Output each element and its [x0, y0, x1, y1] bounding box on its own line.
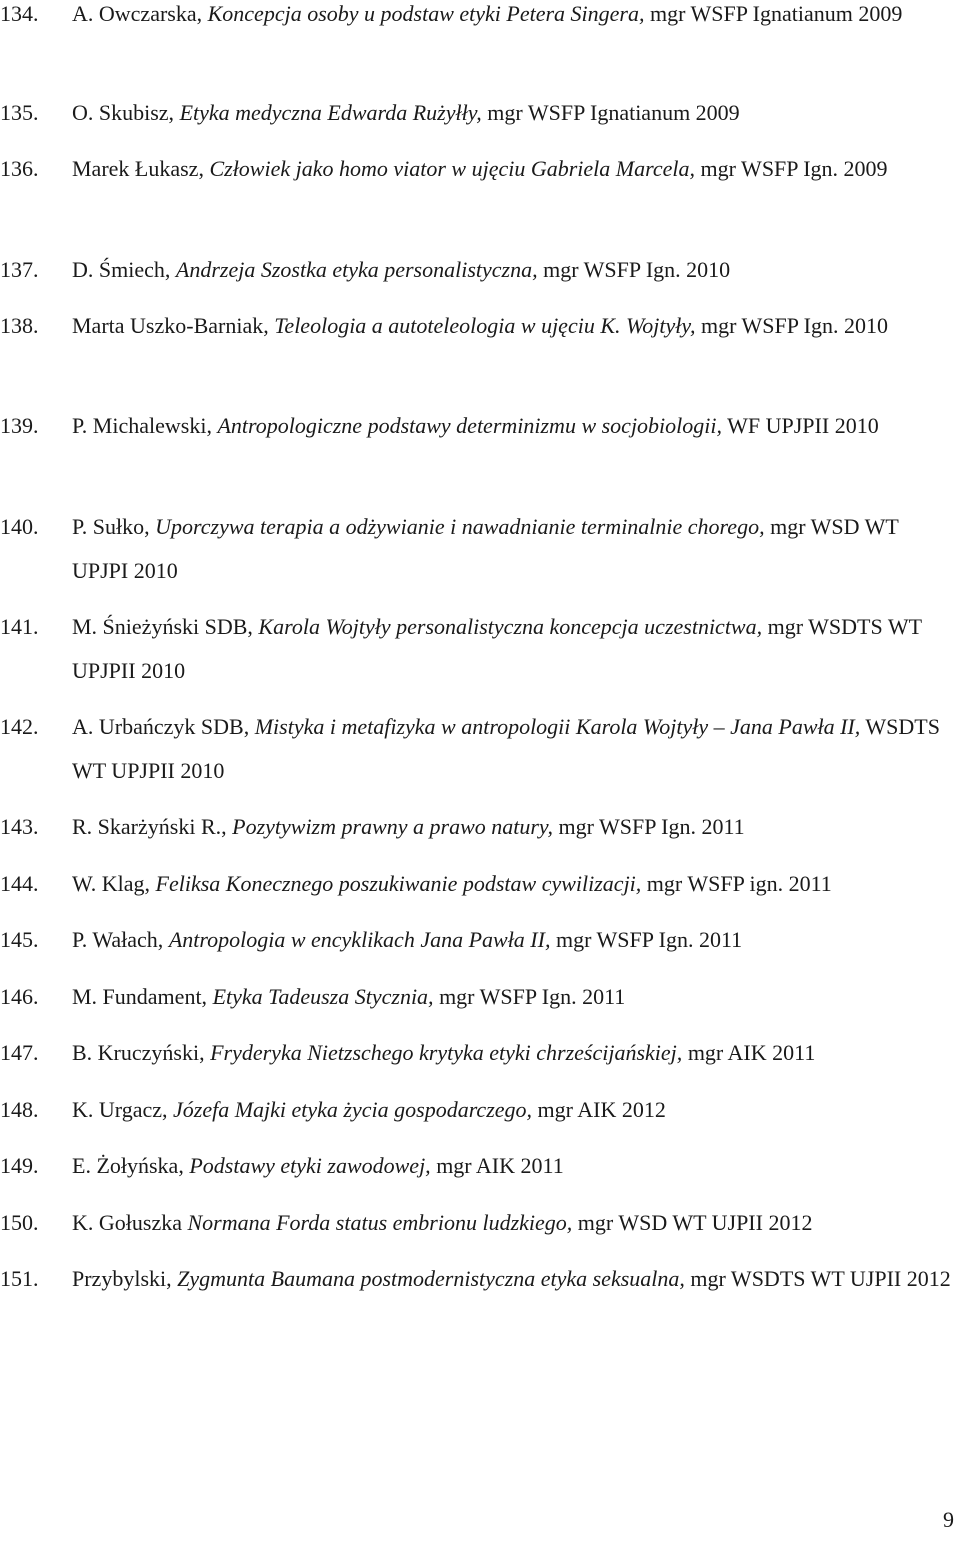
item-text — [72, 147, 952, 191]
item-details: mgr WSFP Ignatianum 2009 — [644, 1, 903, 26]
item-text — [72, 1144, 952, 1188]
item-number: 151. — [0, 1266, 39, 1291]
item-author: W. Klag, — [72, 871, 156, 896]
item-details: mgr WSFP ign. 2011 — [641, 871, 832, 896]
item-text — [72, 505, 952, 593]
item-title: Andrzeja Szostka etyka personalistyczna, — [175, 257, 538, 282]
item-title: Teleologia a autoteleologia w ujęciu K. Wojtyły, — [274, 313, 696, 338]
item-text — [72, 404, 952, 448]
item-title: Etyka Tadeusza Stycznia, — [212, 984, 434, 1009]
item-text — [72, 248, 952, 292]
item-number: 150. — [0, 1210, 39, 1235]
item-number: 138. — [0, 313, 39, 338]
item-text — [72, 705, 952, 793]
item-author: E. Żołyńska, — [72, 1153, 190, 1178]
item-author: K. Gołuszka — [72, 1210, 188, 1235]
item-details: WF UPJPII 2010 — [722, 413, 879, 438]
item-details: mgr WSDTS WT UPJPII 2010 — [72, 614, 922, 683]
item-details: mgr WSFP Ign. 2009 — [695, 156, 888, 181]
item-author: P. Michalewski, — [72, 413, 218, 438]
item-text — [72, 862, 952, 906]
item-number: 146. — [0, 984, 39, 1009]
item-author: M. Fundament, — [72, 984, 213, 1009]
item-text — [72, 1257, 952, 1301]
item-number: 141. — [0, 614, 39, 639]
item-details: mgr AIK 2011 — [682, 1040, 816, 1065]
item-title: Józefa Majki etyka życia gospodarczego, — [173, 1097, 533, 1122]
item-author: A. Owczarska, — [72, 1, 208, 26]
item-details: mgr WSFP Ign. 2010 — [695, 313, 888, 338]
item-number: 140. — [0, 514, 39, 539]
item-text — [72, 91, 952, 135]
item-number: 134. — [0, 1, 39, 26]
item-details: mgr WSFP Ign. 2011 — [552, 814, 745, 839]
item-number: 143. — [0, 814, 39, 839]
item-title: Podstawy etyki zawodowej, — [189, 1153, 431, 1178]
item-author: O. Skubisz, — [72, 100, 180, 125]
item-title: Feliksa Konecznego poszukiwanie podstaw cywilizacji, — [155, 871, 642, 896]
item-text — [72, 805, 952, 849]
item-author: P. Wałach, — [72, 927, 169, 952]
item-details: WSDTS WT UPJPII 2010 — [72, 714, 940, 783]
item-number: 142. — [0, 714, 39, 739]
item-number: 139. — [0, 413, 39, 438]
item-details: mgr WSD WT UJPII 2012 — [572, 1210, 813, 1235]
item-text — [72, 1201, 952, 1245]
item-title: Mistyka i metafizyka w antropologii Karola Wojtyły – Jana Pawła II, — [254, 714, 861, 739]
item-text — [72, 1088, 952, 1132]
item-text — [72, 918, 952, 962]
item-details: mgr AIK 2011 — [430, 1153, 564, 1178]
item-text — [72, 975, 952, 1019]
item-author: Marta Uszko-Barniak, — [72, 313, 275, 338]
item-details: mgr WSFP Ignatianum 2009 — [481, 100, 740, 125]
item-details: mgr WSFP Ign. 2010 — [537, 257, 731, 282]
item-text — [72, 304, 952, 348]
item-author: Marek Łukasz, — [72, 156, 210, 181]
item-title: Antropologiczne podstawy determinizmu w socjobiologii, — [217, 413, 723, 438]
item-number: 144. — [0, 871, 39, 896]
item-author: D. Śmiech, — [72, 257, 176, 282]
item-title: Antropologia w encyklikach Jana Pawła II, — [168, 927, 551, 952]
item-title: Koncepcja osoby u podstaw etyki Petera Singera, — [207, 1, 645, 26]
item-number: 137. — [0, 257, 39, 282]
item-number: 145. — [0, 927, 39, 952]
item-title: Człowiek jako homo viator w ujęciu Gabriela Marcela, — [209, 156, 696, 181]
item-number: 148. — [0, 1097, 39, 1122]
item-text — [72, 0, 952, 36]
page-number: 9 — [943, 1507, 954, 1532]
item-details: mgr WSDTS WT UJPII 2012 — [684, 1266, 951, 1291]
item-author: B. Kruczyński, — [72, 1040, 211, 1065]
item-text — [72, 605, 952, 693]
item-number: 136. — [0, 156, 39, 181]
item-text — [72, 1031, 952, 1075]
item-details: mgr WSD WT UPJPI 2010 — [72, 514, 899, 583]
item-author: R. Skarżyński R., — [72, 814, 233, 839]
item-author: P. Sułko, — [72, 514, 156, 539]
item-author: M. Śnieżyński SDB, — [72, 614, 259, 639]
item-details: mgr WSFP Ign. 2011 — [433, 984, 626, 1009]
item-title: Fryderyka Nietzschego krytyka etyki chrześcijańskiej, — [210, 1040, 683, 1065]
item-number: 135. — [0, 100, 39, 125]
item-title: Etyka medyczna Edwarda Rużyłły, — [179, 100, 482, 125]
item-author: K. Urgacz, — [72, 1097, 173, 1122]
item-title: Normana Forda status embrionu ludzkiego, — [187, 1210, 573, 1235]
item-number: 147. — [0, 1040, 39, 1065]
item-title: Uporczywa terapia a odżywianie i nawadnianie terminalnie chorego, — [155, 514, 765, 539]
item-details: mgr WSFP Ign. 2011 — [550, 927, 743, 952]
item-title: Pozytywizm prawny a prawo natury, — [232, 814, 553, 839]
item-details: mgr AIK 2012 — [532, 1097, 666, 1122]
item-author: Przybylski, — [72, 1266, 178, 1291]
item-title: Karola Wojtyły personalistyczna koncepcja uczestnictwa, — [258, 614, 763, 639]
item-title: Zygmunta Baumana postmodernistyczna etyka seksualna, — [177, 1266, 685, 1291]
item-number: 149. — [0, 1153, 39, 1178]
item-author: A. Urbańczyk SDB, — [72, 714, 255, 739]
